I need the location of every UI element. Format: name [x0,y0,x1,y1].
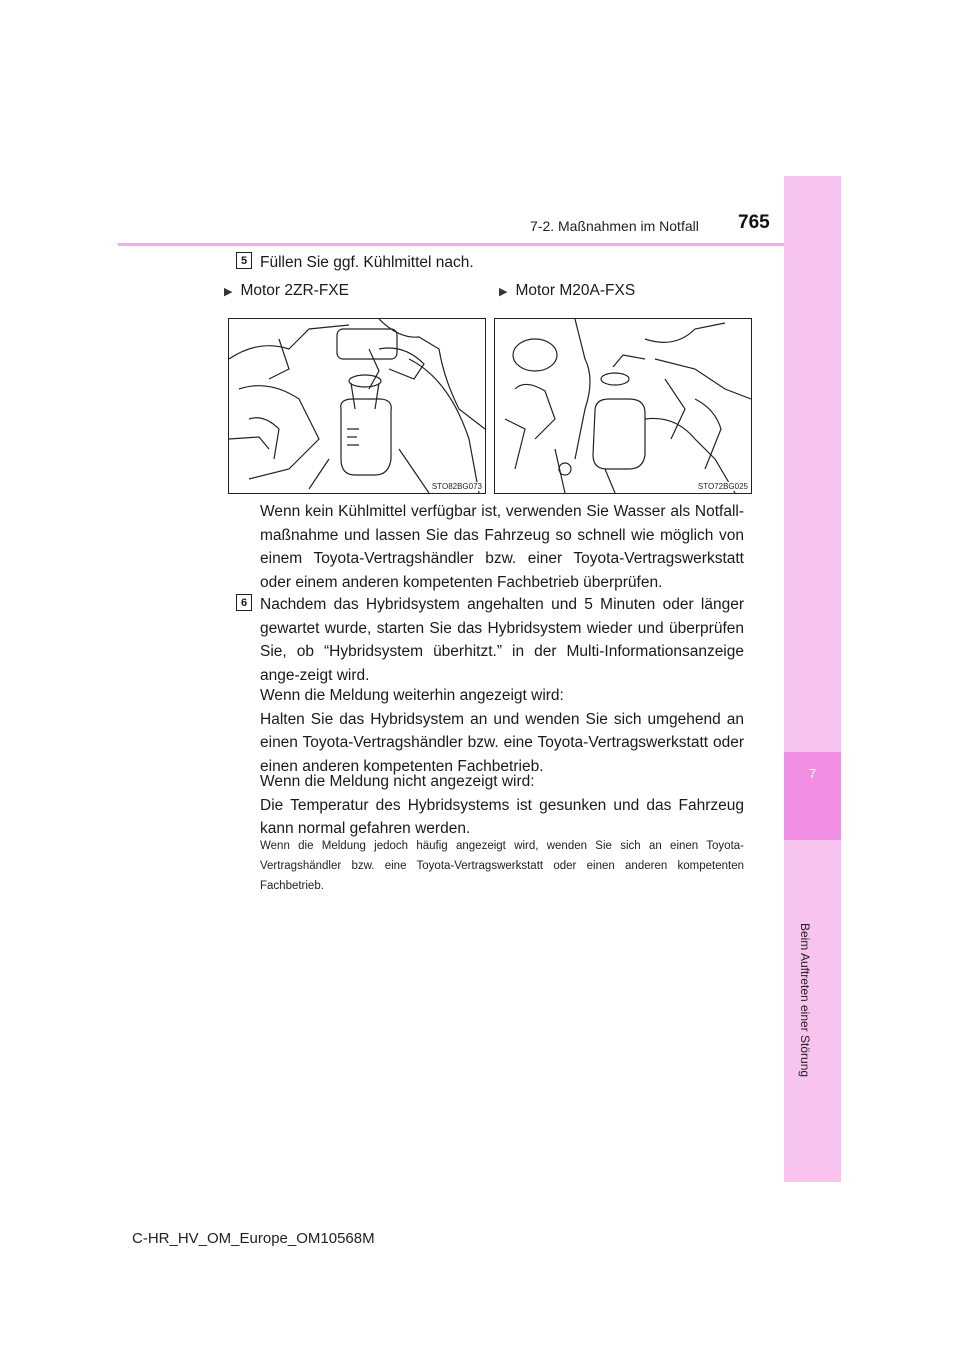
figure-code-2: STO72BG025 [697,482,748,491]
chapter-number: 7 [808,766,817,781]
message-not-shown-block [260,770,744,841]
page-number: 765 [738,212,770,233]
step-5-badge: 5 [236,252,252,269]
figure-caption-2: ▶ Motor M20A-FXS [499,282,636,299]
step-5-text: Füllen Sie ggf. Kühlmittel nach. [260,254,474,271]
message-not-shown-heading: Wenn die Meldung nicht angezeigt wird: [260,773,535,790]
frequent-message-note: Wenn die Meldung jedoch häufig angezeigt wird, wenden Sie sich an einen Toyota-Vertragshändler bzw. eine Toyota-Vertragswerkstatt oder einen anderen kompetenten Fachbetrieb. [260,840,744,892]
message-shown-block [260,684,744,778]
engine-illustration-2zr-fxe [228,318,486,494]
figure-code-1: STO82BG073 [431,482,482,491]
coolant-reservoir-illustration-icon [495,319,751,493]
triangle-bullet-icon: ▶ [499,286,508,298]
triangle-bullet-icon: ▶ [224,286,233,298]
document-code-footer: C-HR_HV_OM_Europe_OM10568M [132,1230,375,1247]
message-not-shown-text: Die Temperatur des Hybridsystems ist gesunken und das Fahrzeug kann normal gefahren werden. [260,796,744,837]
engine-illustration-m20a-fxs [494,318,752,494]
message-shown-heading: Wenn die Meldung weiterhin angezeigt wird: [260,687,564,704]
figure-caption-1: ▶ Motor 2ZR-FXE [224,282,349,299]
message-shown-text: Halten Sie das Hybridsystem an und wenden Sie sich umgehend an einen Toyota-Vertragshändler bzw. eine Toyota-Vertragswerkstatt oder einen anderen kompetenten Fachbetrieb. [260,710,744,775]
step-6-badge: 6 [236,594,252,611]
coolant-reservoir-illustration-icon [229,319,485,493]
chapter-label: Beim Auftreten einer Störung [798,922,812,1078]
section-title: 7-2. Maßnahmen im Notfall [530,218,699,234]
header-rule [118,243,784,246]
water-emergency-paragraph: Wenn kein Kühlmittel verfügbar ist, verwenden Sie Wasser als Notfall-maßnahme und lassen Sie das Fahrzeug so schnell wie möglich von einem Toyota-Vertragshändler bzw. einer Toyota-Vertragswerkstatt oder einem anderen kompetenten Fachbetrieb überprüfen. [260,503,744,591]
step-6-text: Nachdem das Hybridsystem angehalten und 5 Minuten oder länger gewartet wurde, starten Sie das Hybridsystem wieder und überprüfen Sie, ob “Hybridsystem überhitzt.” in der Multi-Informationsanzeige ange-zeigt wird. [260,596,744,684]
chapter-side-tab [784,176,841,1182]
